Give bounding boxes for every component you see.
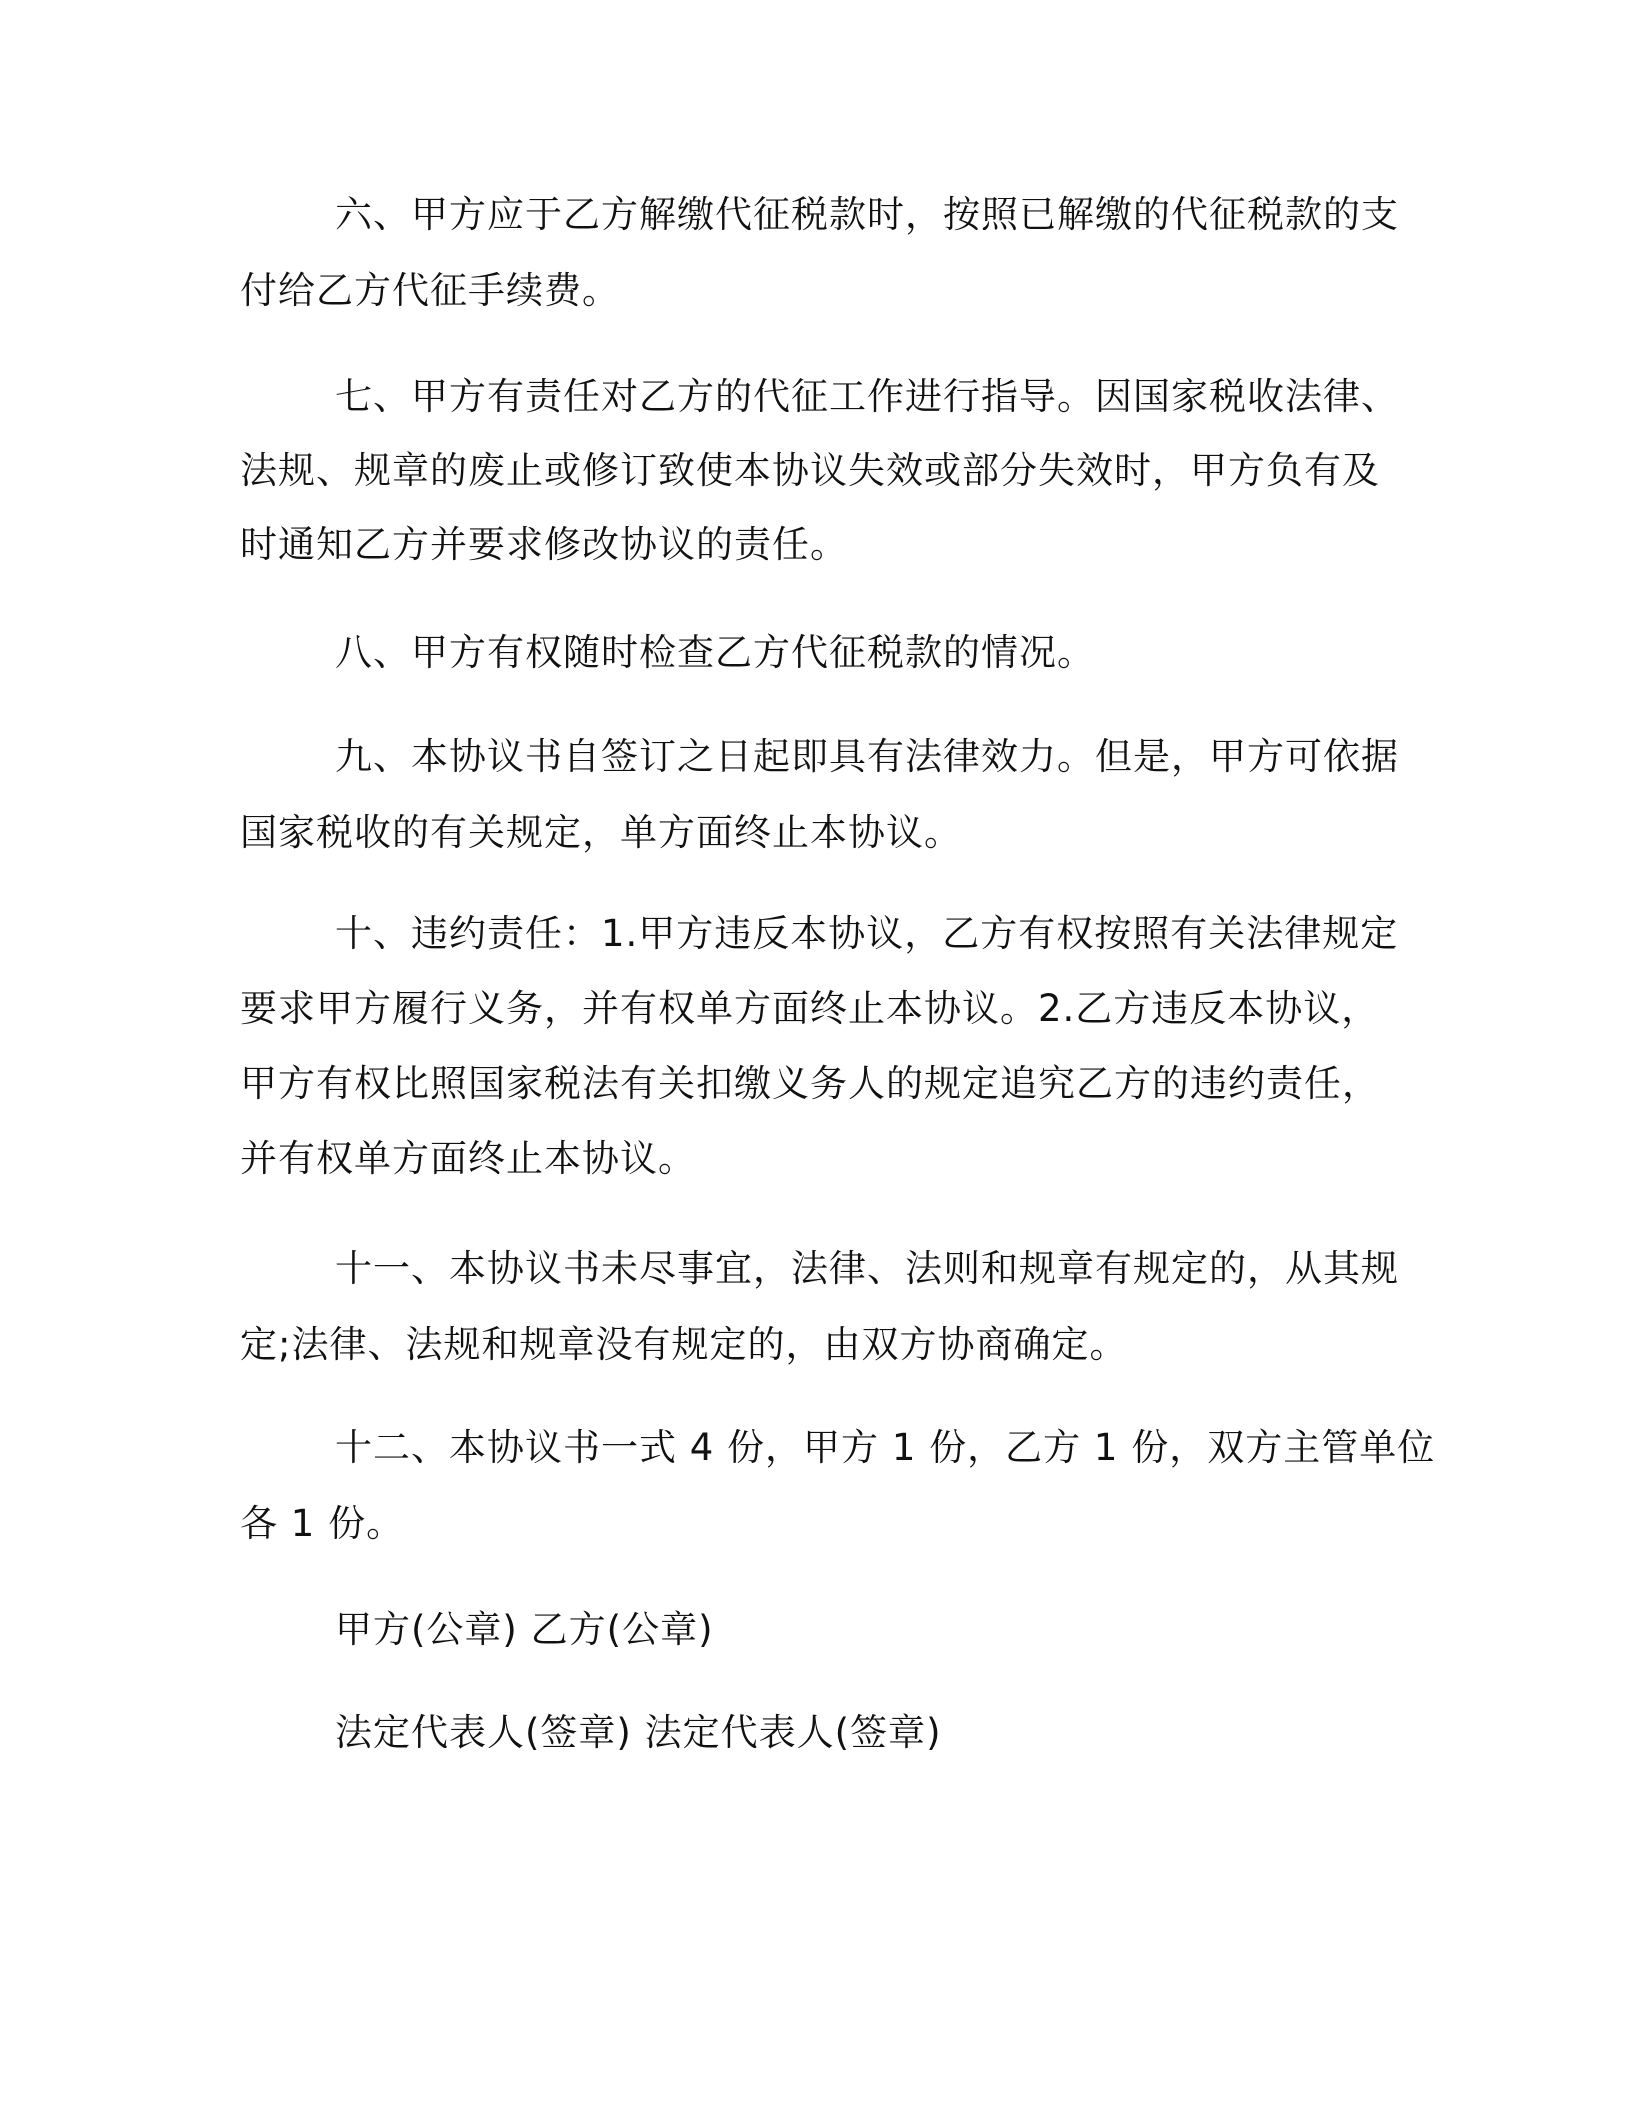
paragraph-line: 时通知乙方并要求修改协议的责任。 <box>240 523 848 566</box>
paragraph-clause-10 <box>240 912 1399 1202</box>
signature-seal-line <box>240 1608 1390 1668</box>
paragraph-clause-8 <box>240 631 1390 691</box>
paragraph-clause-11 <box>240 1247 1399 1377</box>
paragraph-clause-6 <box>240 193 1399 323</box>
paragraph-line: 并有权单方面终止本协议。 <box>240 1137 696 1180</box>
paragraph-line: 十二、本协议书一式 4 份，甲方 1 份，乙方 1 份，双方主管单位 <box>335 1426 1436 1469</box>
paragraph-line: 甲方有权比照国家税法有关扣缴义务人的规定追究乙方的违约责任， <box>240 1062 1380 1105</box>
paragraph-line: 十、违约责任：1.甲方违反本协议，乙方有权按照有关法律规定 <box>335 912 1399 955</box>
paragraph-line: 定;法律、法规和规章没有规定的，由双方协商确定。 <box>240 1323 1128 1366</box>
paragraph-line: 七、甲方有责任对乙方的代征工作进行指导。因国家税收法律、 <box>335 375 1399 418</box>
signature-representative-line <box>240 1711 1390 1771</box>
paragraph-line: 法定代表人(签章) 法定代表人(签章) <box>335 1711 942 1754</box>
paragraph-line: 九、本协议书自签订之日起即具有法律效力。但是，甲方可依据 <box>335 735 1399 778</box>
paragraph-line: 甲方(公章) 乙方(公章) <box>335 1608 714 1651</box>
paragraph-line: 要求甲方履行义务，并有权单方面终止本协议。2.乙方违反本协议， <box>240 987 1380 1030</box>
paragraph-clause-7 <box>240 375 1399 575</box>
paragraph-line: 国家税收的有关规定，单方面终止本协议。 <box>240 811 962 854</box>
paragraph-line: 各 1 份。 <box>240 1502 405 1545</box>
paragraph-line: 六、甲方应于乙方解缴代征税款时，按照已解缴的代征税款的支 <box>335 193 1399 236</box>
paragraph-line: 十一、本协议书未尽事宜，法律、法则和规章有规定的，从其规 <box>335 1247 1399 1290</box>
paragraph-clause-12 <box>240 1426 1436 1556</box>
paragraph-line: 付给乙方代征手续费。 <box>240 269 620 312</box>
paragraph-clause-9 <box>240 735 1399 865</box>
paragraph-line: 法规、规章的废止或修订致使本协议失效或部分失效时，甲方负有及 <box>240 449 1380 492</box>
paragraph-line: 八、甲方有权随时检查乙方代征税款的情况。 <box>335 631 1095 674</box>
